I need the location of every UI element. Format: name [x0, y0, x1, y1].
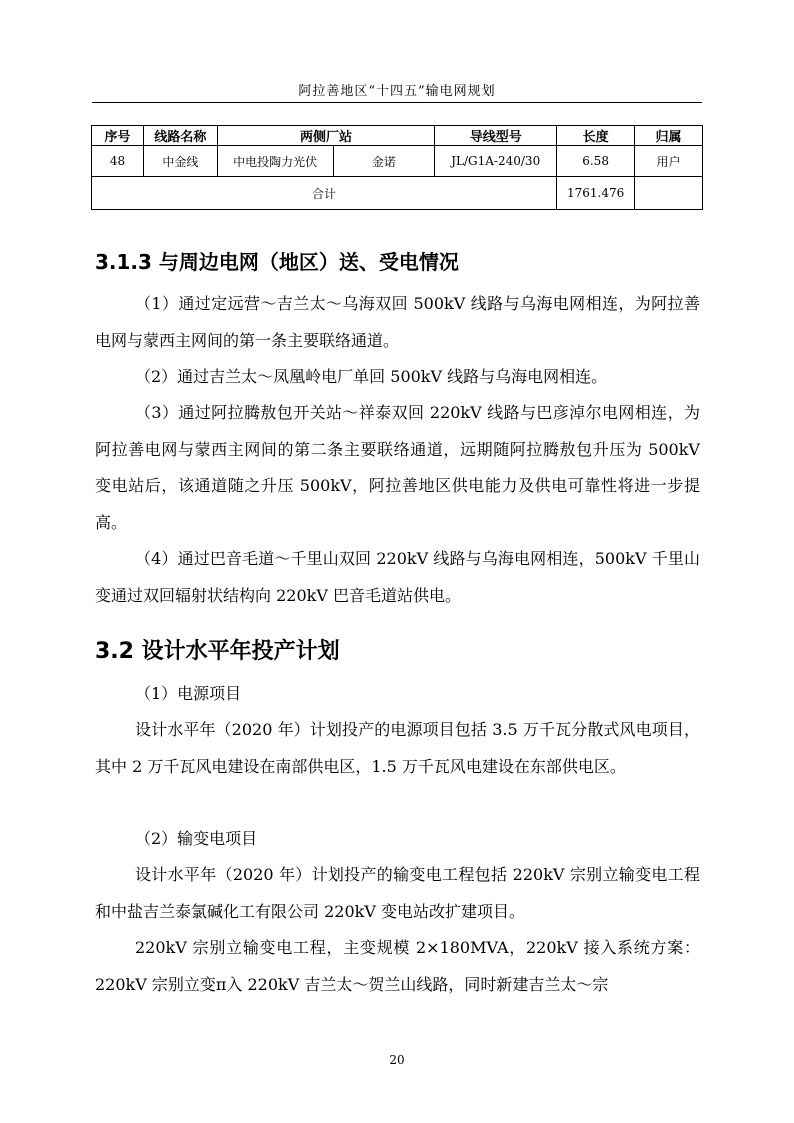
subheading-power-projects: （1）电源项目: [135, 684, 242, 703]
cell-station-a: 中电投陶力光伏: [217, 146, 333, 177]
cell-station-b: 金诺: [333, 146, 435, 177]
col-header-index: 序号: [92, 126, 144, 146]
col-header-line-name: 线路名称: [143, 126, 217, 146]
col-header-stations: 两侧厂站: [217, 126, 435, 146]
section-heading-3-2: 3.2 设计水平年投产计划: [95, 639, 340, 664]
running-header: 阿拉善地区“十四五”输电网规划: [298, 84, 496, 99]
cell-index: 48: [92, 146, 144, 177]
paragraph-4: （4）通过巴音毛道～千里山双回 220kV 线路与乌海电网相连，500kV 千里山变通过双回辐射状结构向 220kV 巴音毛道站供电。: [95, 549, 700, 605]
cell-line-name: 中金线: [143, 146, 217, 177]
header-rule: [92, 102, 702, 103]
paragraph-3: （3）通过阿拉腾敖包开关站～祥泰双回 220kV 线路与巴彦淖尔电网相连，为阿拉善电网与蒙西主网间的第二条主要联络通道，远期随阿拉腾敖包升压为 500kV 变电站后，该通道随之升压 500kV，阿拉善地区供电能力及供电可靠性将进一步提高。: [95, 403, 700, 532]
cell-conductor: JL/G1A-240/30: [435, 146, 557, 177]
total-empty-cell: [635, 177, 703, 210]
col-header-owner: 归属: [635, 126, 703, 146]
line-table: [91, 125, 703, 210]
paragraph-5: 设计水平年（2020 年）计划投产的电源项目包括 3.5 万千瓦分散式风电项目，其中 2 万千瓦风电建设在南部供电区，1.5 万千瓦风电建设在东部供电区。: [95, 720, 700, 776]
subheading-transmission-projects: （2）输变电项目: [135, 829, 258, 848]
paragraph-1: （1）通过定远营～吉兰太～乌海双回 500kV 线路与乌海电网相连，为阿拉善电网与蒙西主网间的第一条主要联络通道。: [95, 294, 700, 350]
cell-owner: 用户: [635, 146, 703, 177]
col-header-conductor: 导线型号: [435, 126, 557, 146]
table-row: [92, 146, 703, 177]
total-value: 1761.476: [557, 177, 635, 210]
cell-length: 6.58: [557, 146, 635, 177]
table-total-row: [92, 177, 703, 210]
paragraph-2: （2）通过吉兰太～凤凰岭电厂单回 500kV 线路与乌海电网相连。: [135, 367, 608, 386]
section-heading-3-1-3: 3.1.3 与周边电网（地区）送、受电情况: [95, 250, 459, 274]
paragraph-7: 220kV 宗别立输变电工程，主变规模 2×180MVA，220kV 接入系统方案：220kV 宗别立变π入 220kV 吉兰太～贺兰山线路，同时新建吉兰太～宗: [95, 938, 700, 994]
total-label: 合计: [92, 177, 557, 210]
col-header-length: 长度: [557, 126, 635, 146]
page-number: 20: [389, 1053, 405, 1067]
paragraph-6: 设计水平年（2020 年）计划投产的输变电工程包括 220kV 宗别立输变电工程和中盐吉兰泰氯碱化工有限公司 220kV 变电站改扩建项目。: [95, 865, 700, 921]
table-header-row: [92, 126, 703, 146]
